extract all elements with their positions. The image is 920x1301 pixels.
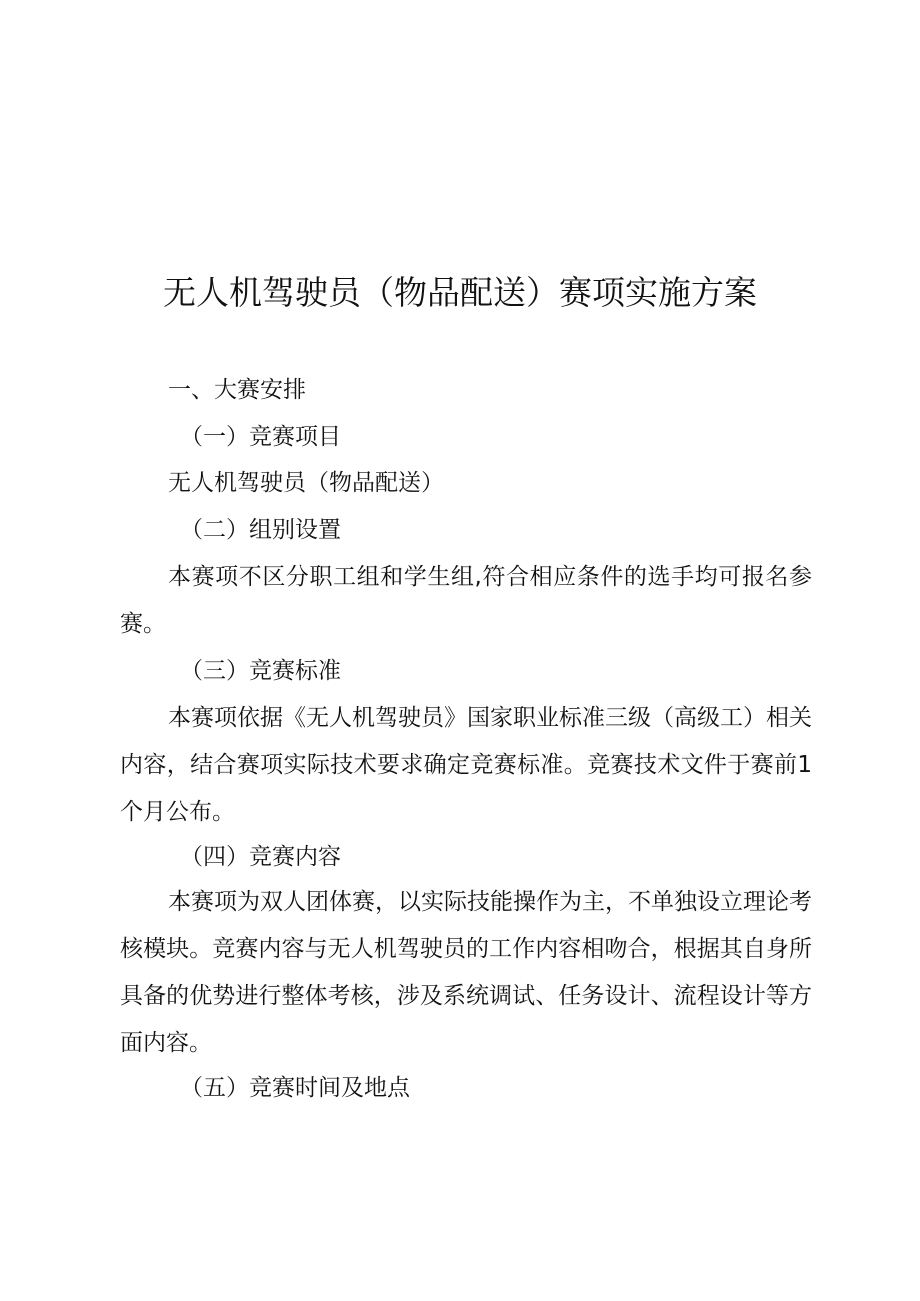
paragraph-group-setup: 本赛项不区分职工组和学生组,符合相应条件的选手均可报名参赛。 (120, 564, 812, 637)
subheading-competition-item: （一）竞赛项目 (180, 424, 341, 450)
subheading-group-setup: （二）组别设置 (180, 517, 341, 543)
subheading-competition-content: （四）竞赛内容 (180, 844, 341, 870)
paragraph-competition-content: 本赛项为双人团体赛，以实际技能操作为主，不单独设立理论考核模块。竞赛内容与无人机驾驶员的工作内容相吻合，根据其自身所具备的优势进行整体考核，涉及系统调试、任务设计、流程设计等方面内容。 (120, 889, 812, 1056)
subheading-time-and-place: （五）竞赛时间及地点 (180, 1075, 410, 1101)
subheading-competition-standard: （三）竞赛标准 (180, 658, 341, 684)
section-heading-arrangement: 一、大赛安排 (168, 377, 306, 403)
document-title: 无人机驾驶员（物品配送）赛项实施方案 (163, 273, 757, 312)
paragraph-competition-item: 无人机驾驶员（物品配送） (168, 470, 444, 496)
paragraph-competition-standard: 本赛项依据《无人机驾驶员》国家职业标准三级（高级工）相关内容，结合赛项实际技术要求确定竞赛标准。竞赛技术文件于赛前1个月公布。 (120, 705, 812, 825)
